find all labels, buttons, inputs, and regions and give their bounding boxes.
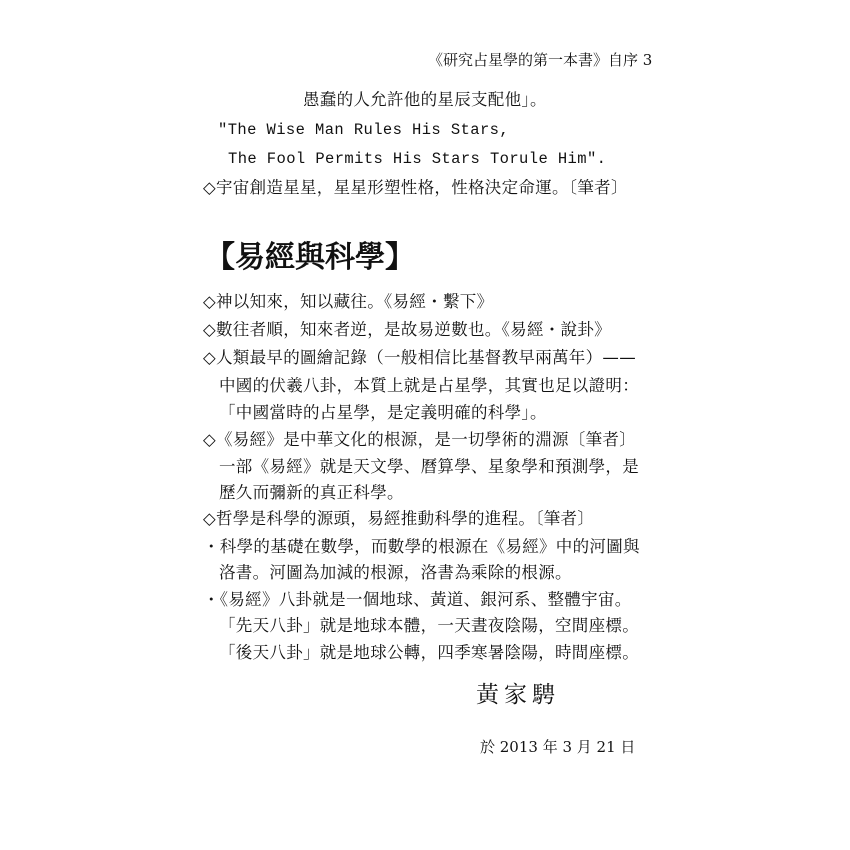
body-line: 洛書。河圖為加減的根源，洛書為乘除的根源。 bbox=[219, 563, 572, 582]
quote-english-1: "The Wise Man Rules His Stars, bbox=[218, 121, 510, 139]
body-line: 歷久而彌新的真正科學。 bbox=[219, 483, 404, 502]
author-signature: 黃家騁 bbox=[476, 682, 560, 708]
quote-english-2: The Fool Permits His Stars Torule Him". bbox=[228, 150, 607, 168]
intro-line-1: 愚蠢的人允許他的星辰支配他」。 bbox=[303, 90, 547, 109]
body-line: ・《易經》八卦就是一個地球、黃道、銀河系、整體宇宙。 bbox=[203, 590, 632, 609]
body-line: 「先天八卦」就是地球本體，一天晝夜陰陽，空間座標。 bbox=[219, 616, 639, 635]
body-line: 「後天八卦」就是地球公轉，四季寒暑陰陽，時間座標。 bbox=[219, 643, 639, 662]
body-line: ◇人類最早的圖繪記錄（一般相信比基督教早兩萬年）—— bbox=[203, 348, 636, 367]
body-line: 一部《易經》就是天文學、曆算學、星象學和預測學，是 bbox=[219, 457, 639, 476]
body-line: 中國的伏羲八卦，本質上就是占星學，其實也足以證明： bbox=[219, 376, 639, 395]
running-header: 《研究占星學的第一本書》自序 3 bbox=[428, 51, 653, 69]
body-line: 「中國當時的占星學，是定義明確的科學」。 bbox=[219, 403, 547, 422]
body-line: ◇數往者順，知來者逆，是故易逆數也。《易經・說卦》 bbox=[203, 320, 611, 339]
body-line: ◇哲學是科學的源頭，易經推動科學的進程。〔筆者〕 bbox=[203, 509, 595, 528]
body-line: ・科學的基礎在數學，而數學的根源在《易經》中的河圖與 bbox=[203, 537, 640, 556]
section-title: 【易經與科學】 bbox=[205, 240, 415, 275]
intro-line-4: ◇宇宙創造星星，星星形塑性格，性格決定命運。〔筆者〕 bbox=[203, 178, 628, 197]
signature-date: 於 2013 年 3 月 21 日 bbox=[480, 738, 636, 756]
body-line: ◇《易經》是中華文化的根源，是一切學術的淵源〔筆者〕 bbox=[203, 430, 636, 449]
body-line: ◇神以知來，知以藏往。《易經・繫下》 bbox=[203, 292, 494, 311]
